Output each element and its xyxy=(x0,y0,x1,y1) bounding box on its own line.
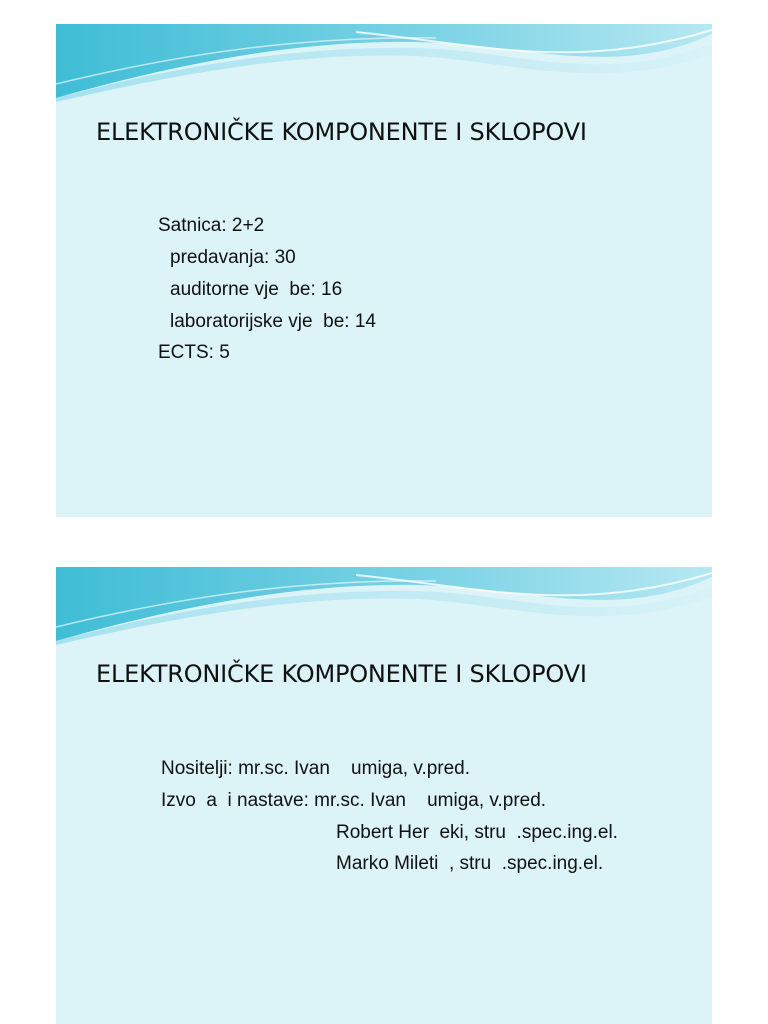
wave-decoration xyxy=(56,567,712,657)
laboratorijske-line: laboratorijske vje be: 14 xyxy=(170,311,376,332)
izvodjac-marko-line: Marko Mileti , stru .spec.ing.el. xyxy=(336,853,604,874)
wave-decoration xyxy=(56,24,712,114)
izvodjaci-line: Izvo a i nastave: mr.sc. Ivan umiga, v.pred. xyxy=(161,790,547,811)
satnica-line: Satnica: 2+2 xyxy=(158,215,265,236)
izvodjac-robert-line: Robert Her eki, stru .spec.ing.el. xyxy=(336,822,618,843)
ects-line: ECTS: 5 xyxy=(158,342,230,363)
slide-title: ELEKTRONIČKE KOMPONENTE I SKLOPOVI xyxy=(96,118,587,146)
slide-1 xyxy=(56,24,712,517)
slide-title: ELEKTRONIČKE KOMPONENTE I SKLOPOVI xyxy=(96,660,587,688)
slide-2 xyxy=(56,567,712,1024)
auditorne-line: auditorne vje be: 16 xyxy=(170,279,343,300)
nositelji-line: Nositelji: mr.sc. Ivan umiga, v.pred. xyxy=(161,758,471,779)
predavanja-line: predavanja: 30 xyxy=(170,247,296,268)
